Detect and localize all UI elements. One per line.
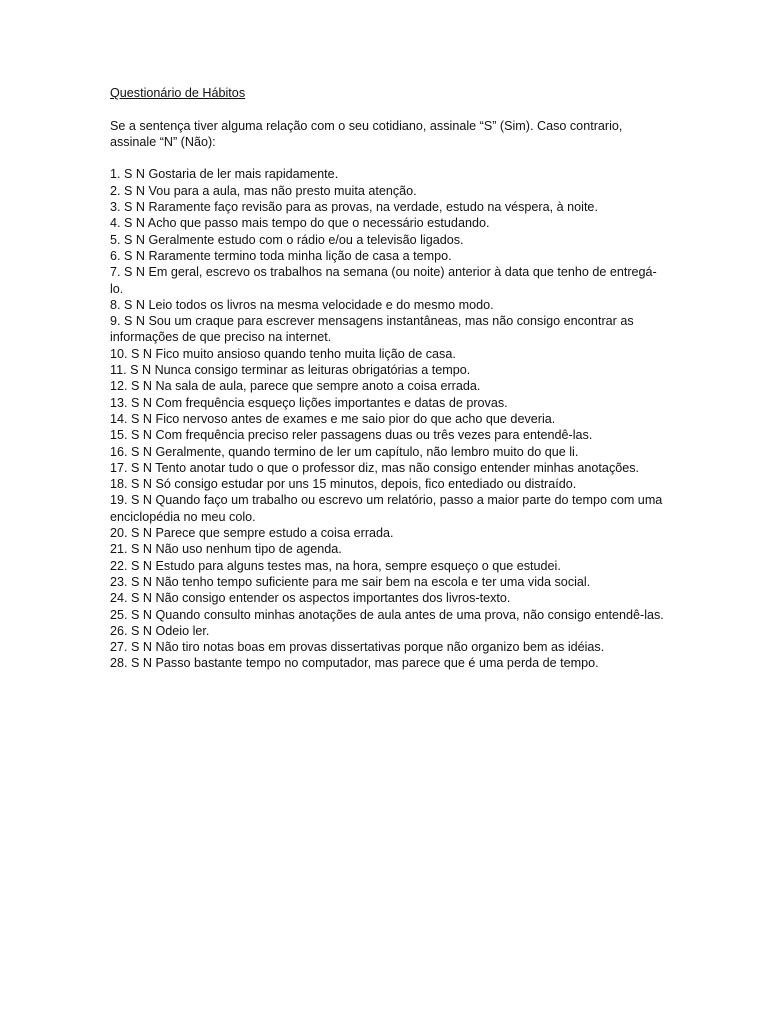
question-list (110, 166, 670, 671)
question-item: 18. S N Só consigo estudar por uns 15 minutos, depois, fico entediado ou distraído. (110, 477, 577, 492)
question-item: 22. S N Estudo para alguns testes mas, na hora, sempre esqueço o que estudei. (110, 558, 561, 573)
question-item: 16. S N Geralmente, quando termino de ler um capítulo, não lembro muito do que li. (110, 444, 579, 459)
question-item: 21. S N Não uso nenhum tipo de agenda. (110, 542, 342, 557)
question-item: 9. S N Sou um craque para escrever mensagens instantâneas, mas não consigo encontrar as informações de que preciso na internet. (110, 314, 634, 345)
document-intro: Se a sentença tiver alguma relação com o seu cotidiano, assinale “S” (Sim). Caso contrario, assinale “N” (Não): (110, 118, 623, 149)
question-item: 15. S N Com frequência preciso reler passagens duas ou três vezes para entendê-las. (110, 428, 593, 443)
question-item: 12. S N Na sala de aula, parece que sempre anoto a coisa errada. (110, 379, 481, 394)
question-item: 20. S N Parece que sempre estudo a coisa errada. (110, 526, 394, 541)
question-item: 13. S N Com frequência esqueço lições importantes e datas de provas. (110, 395, 508, 410)
question-item: 10. S N Fico muito ansioso quando tenho muita lição de casa. (110, 346, 456, 361)
question-item: 7. S N Em geral, escrevo os trabalhos na semana (ou noite) anterior à data que tenho de entregá-lo. (110, 265, 657, 296)
question-item: 24. S N Não consigo entender os aspectos importantes dos livros-texto. (110, 591, 511, 606)
question-item: 11. S N Nunca consigo terminar as leituras obrigatórias a tempo. (110, 363, 471, 378)
question-item: 4. S N Acho que passo mais tempo do que o necessário estudando. (110, 216, 490, 231)
document-title: Questionário de Hábitos (110, 86, 246, 100)
question-item: 5. S N Geralmente estudo com o rádio e/ou a televisão ligados. (110, 232, 464, 247)
question-item: 17. S N Tento anotar tudo o que o professor diz, mas não consigo entender minhas anotações. (110, 460, 640, 475)
document-page (110, 85, 670, 672)
question-item: 25. S N Quando consulto minhas anotações de aula antes de uma prova, não consigo entendê-las. (110, 607, 664, 622)
question-item: 28. S N Passo bastante tempo no computador, mas parece que é uma perda de tempo. (110, 656, 599, 671)
question-item: 3. S N Raramente faço revisão para as provas, na verdade, estudo na véspera, à noite. (110, 200, 598, 215)
question-item: 19. S N Quando faço um trabalho ou escrevo um relatório, passo a maior parte do tempo com uma enciclopédia no meu colo. (110, 493, 663, 524)
question-item: 23. S N Não tenho tempo suficiente para me sair bem na escola e ter uma vida social. (110, 574, 591, 589)
question-item: 1. S N Gostaria de ler mais rapidamente. (110, 167, 339, 182)
question-item: 8. S N Leio todos os livros na mesma velocidade e do mesmo modo. (110, 297, 494, 312)
question-item: 26. S N Odeio ler. (110, 623, 210, 638)
question-item: 14. S N Fico nervoso antes de exames e me saio pior do que acho que deveria. (110, 411, 556, 426)
question-item: 6. S N Raramente termino toda minha lição de casa a tempo. (110, 248, 452, 263)
question-item: 27. S N Não tiro notas boas em provas dissertativas porque não organizo bem as idéias. (110, 640, 605, 655)
question-item: 2. S N Vou para a aula, mas não presto muita atenção. (110, 183, 417, 198)
